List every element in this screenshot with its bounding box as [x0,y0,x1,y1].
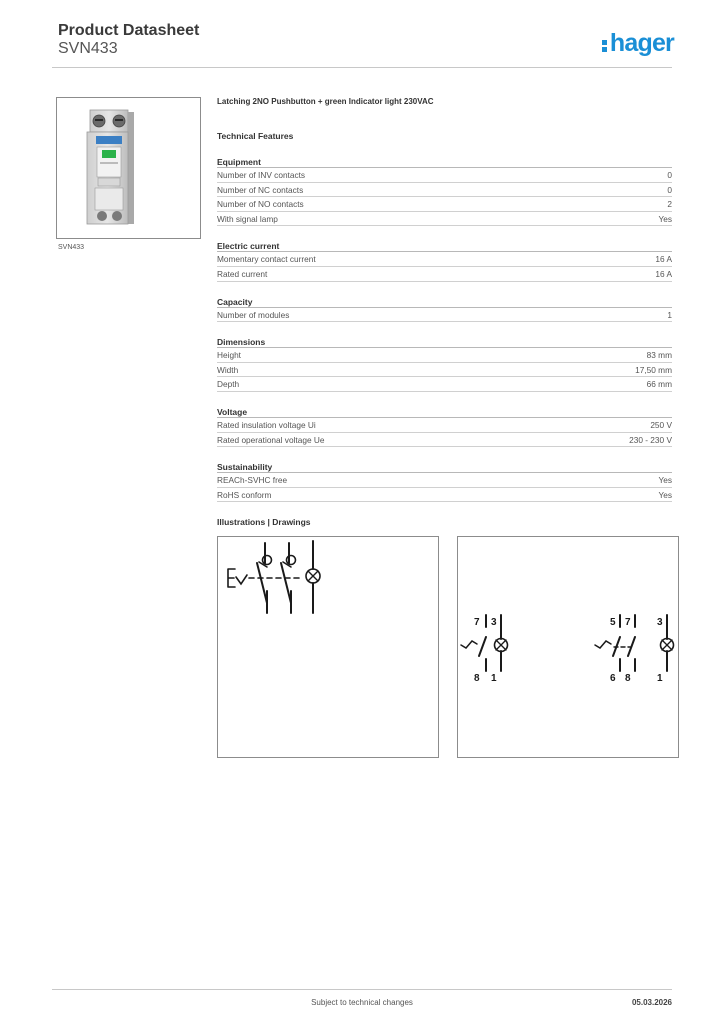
section-title: Dimensions [217,336,672,348]
row-value: 66 mm [646,379,672,390]
product-caption: SVN433 [58,244,85,251]
row-value: 0 [667,184,672,195]
row-label: With signal lamp [217,213,278,224]
row-label: Rated insulation voltage Ui [217,419,316,430]
row-label: RoHS conform [217,489,272,500]
table-row [217,377,672,392]
logo-wordmark: hager [609,29,674,57]
wiring-diagram-icon [458,537,678,757]
row-label: Depth [217,379,240,390]
header-divider [52,67,672,68]
document-title: Product Datasheet [58,22,200,39]
row-label: Number of NO contacts [217,199,304,210]
pushbutton-symbol-icon [218,537,438,757]
row-value: 16 A [655,268,672,279]
row-value: 230 - 230 V [629,434,672,445]
section-title: Equipment [217,156,672,168]
row-value: 17,50 mm [635,364,672,375]
row-label: Number of NC contacts [217,184,304,195]
terminal-label: 6 [610,673,616,684]
terminal-label: 7 [474,617,480,628]
logo-colon-icon [602,40,607,52]
row-label: Rated operational voltage Ue [217,434,325,445]
table-row [217,308,672,323]
terminal-label: 5 [610,617,616,628]
product-image [56,97,201,239]
product-photo-icon [57,98,200,238]
row-value: Yes [658,475,672,486]
row-value: 1 [667,309,672,320]
terminal-label: 7 [625,617,631,628]
illustrations-title: Illustrations | Drawings [217,517,311,527]
row-label: REACh-SVHC free [217,475,288,486]
section-sustainability [217,461,672,502]
table-row [217,418,672,433]
terminal-label: 8 [625,673,631,684]
section-title: Sustainability [217,461,672,473]
row-value: Yes [658,489,672,500]
terminal-label: 1 [657,673,663,684]
row-value: 250 V [650,419,672,430]
section-equipment [217,156,672,226]
wiring-diagram [457,536,679,758]
section-electric-current [217,240,672,281]
footer-divider [52,989,672,990]
page-header [58,22,674,70]
terminal-label: 3 [657,617,663,628]
table-row [217,488,672,503]
technical-features-title: Technical Features [217,131,294,141]
table-row [217,348,672,363]
section-title: Voltage [217,406,672,418]
terminal-label: 8 [474,673,480,684]
row-value: 16 A [655,254,672,265]
table-row [217,212,672,227]
hager-logo [602,28,674,58]
terminal-label: 3 [491,617,497,628]
schematic-drawing-symbol [217,536,439,758]
table-row [217,363,672,378]
table-row [217,183,672,198]
table-row [217,433,672,448]
row-label: Width [217,364,239,375]
terminal-label: 1 [491,673,497,684]
footer-note: Subject to technical changes [311,998,413,1007]
section-voltage [217,406,672,447]
product-description: Latching 2NO Pushbutton + green Indicator light 230VAC [217,97,434,106]
section-capacity [217,296,672,323]
table-row [217,267,672,282]
row-label: Momentary contact current [217,254,316,265]
row-label: Height [217,350,241,361]
table-row [217,252,672,267]
row-label: Number of INV contacts [217,170,306,180]
row-value: 2 [667,199,672,210]
footer-date: 05.03.2026 [631,998,672,1007]
section-dimensions [217,336,672,392]
technical-content [217,96,672,502]
row-value: 83 mm [646,350,672,361]
table-row [217,168,672,183]
section-title: Capacity [217,296,672,308]
section-title: Electric current [217,240,672,252]
document-subtitle: SVN433 [58,40,118,57]
table-row [217,473,672,488]
row-label: Rated current [217,268,268,279]
row-label: Number of modules [217,309,290,320]
table-row [217,197,672,212]
row-value: 0 [667,170,672,180]
row-value: Yes [658,213,672,224]
